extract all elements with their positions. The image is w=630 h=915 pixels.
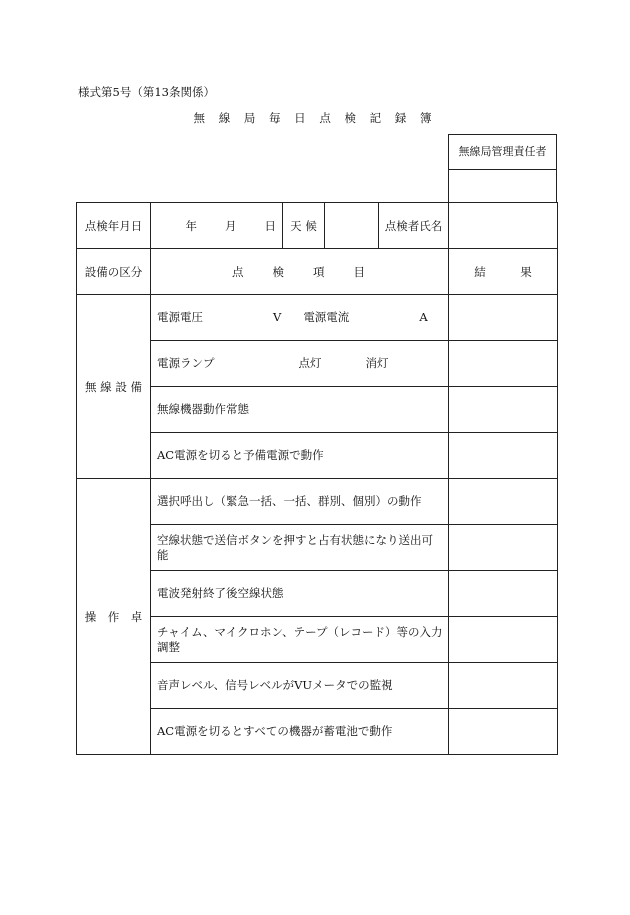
item-text: 空線状態で送信ボタンを押すと占有状態になり送出可能 (151, 525, 449, 571)
month-label: 月 (225, 218, 237, 233)
result-cell[interactable] (449, 571, 558, 617)
item-power-lamp (151, 341, 449, 387)
manager-label: 無線局管理責任者 (449, 135, 556, 170)
item-power-voltage (151, 295, 449, 341)
result-cell[interactable] (449, 663, 558, 709)
date-row (77, 203, 558, 249)
weather-field[interactable] (325, 203, 379, 249)
lamp-label: 電源ランプ (157, 356, 215, 370)
date-field[interactable] (151, 203, 283, 249)
result-cell[interactable] (449, 525, 558, 571)
inspection-table (76, 202, 558, 755)
result-header: 結 果 (449, 249, 558, 295)
result-cell[interactable] (449, 479, 558, 525)
item-text: 無線機器動作常態 (151, 387, 449, 433)
day-label: 日 (264, 218, 276, 233)
category-cell-console: 操 作 卓 (77, 479, 151, 755)
result-cell[interactable] (449, 387, 558, 433)
inspector-field[interactable] (449, 203, 558, 249)
category-cell-radio: 無 線 設 備 (77, 295, 151, 479)
column-header-row (77, 249, 558, 295)
voltage-unit: V (273, 310, 282, 324)
manager-signature-field[interactable] (449, 170, 556, 203)
item-text: 選択呼出し（緊急一括、一括、群別、個別）の動作 (151, 479, 449, 525)
manager-box (448, 134, 557, 203)
lamp-off-option: 消灯 (365, 356, 389, 370)
item-text: 音声レベル、信号レベルがVUメータでの監視 (151, 663, 449, 709)
current-label: 電源電流 (303, 310, 350, 324)
year-label: 年 (185, 218, 197, 233)
result-cell[interactable] (449, 709, 558, 755)
result-cell[interactable] (449, 617, 558, 663)
document-title: 無 線 局 毎 日 点 検 記 録 簿 (193, 111, 437, 125)
date-label: 点検年月日 (77, 203, 151, 249)
result-cell[interactable] (449, 295, 558, 341)
result-cell[interactable] (449, 341, 558, 387)
form-number: 様式第5号（第13条関係） (78, 85, 215, 99)
category-header: 設備の区分 (77, 249, 151, 295)
item-text: 電波発射終了後空線状態 (151, 571, 449, 617)
item-text: チャイム、マイクロホン、テープ（レコード）等の入力調整 (151, 617, 449, 663)
item-text: AC電源を切るとすべての機器が蓄電池で動作 (151, 709, 449, 755)
item-text: AC電源を切ると予備電源で動作 (151, 433, 449, 479)
voltage-label: 電源電圧 (157, 310, 203, 324)
weather-label: 天 候 (283, 203, 325, 249)
items-header: 点 検 項 目 (151, 249, 449, 295)
inspector-label: 点検者氏名 (379, 203, 449, 249)
table-row (77, 479, 558, 525)
current-unit: A (419, 310, 428, 324)
table-row (77, 295, 558, 341)
result-cell[interactable] (449, 433, 558, 479)
lamp-on-option: 点灯 (298, 356, 322, 370)
